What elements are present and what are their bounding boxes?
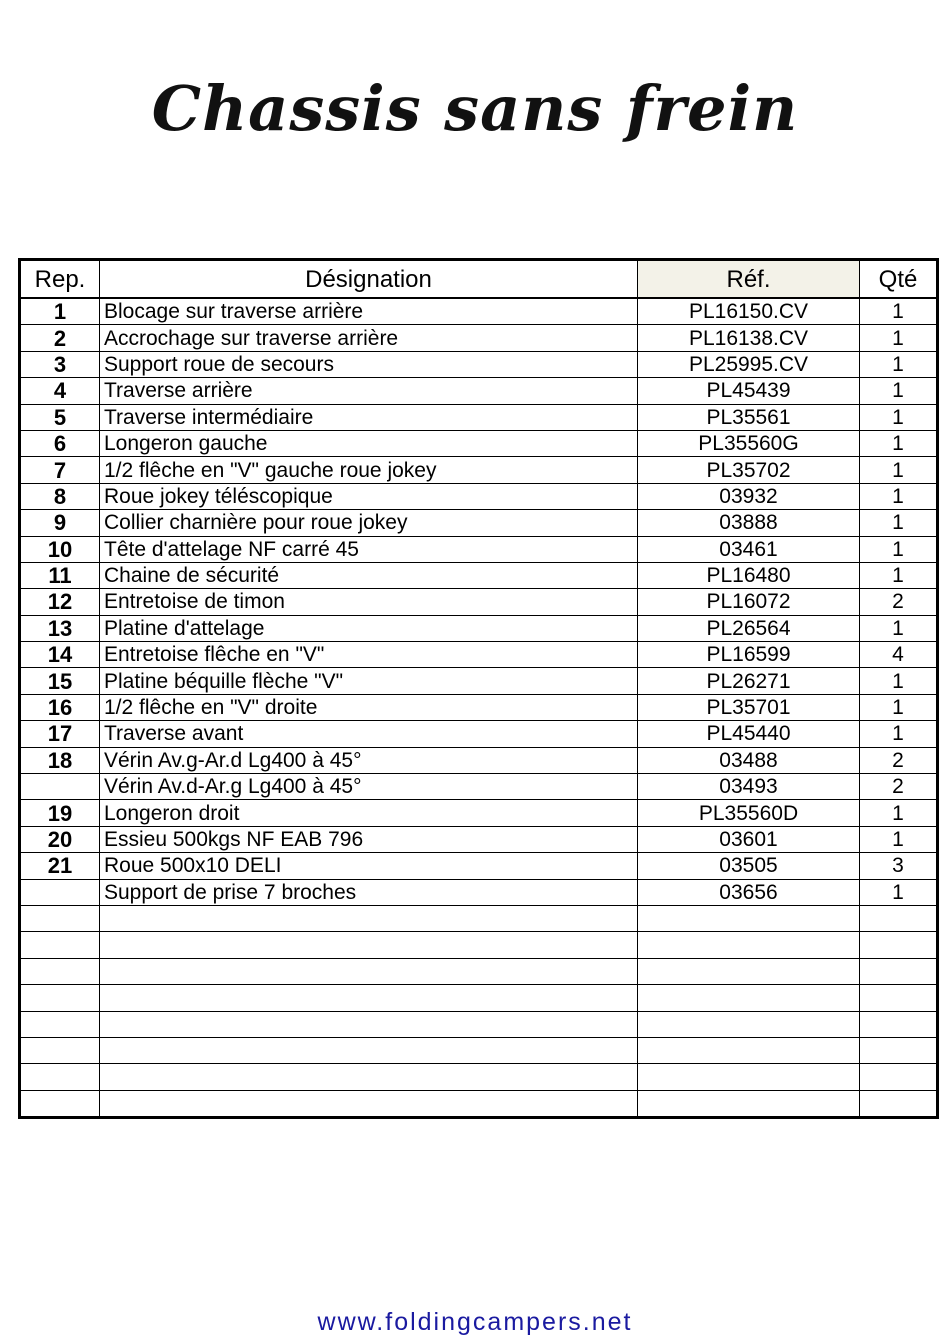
table-row xyxy=(20,800,938,826)
ref-cell: PL35560G xyxy=(638,430,860,456)
ref-cell xyxy=(638,1037,860,1063)
designation-cell xyxy=(100,932,638,958)
table-row xyxy=(20,747,938,773)
ref-cell: PL26564 xyxy=(638,615,860,641)
table-row xyxy=(20,774,938,800)
designation-cell: Entretoise flêche en "V" xyxy=(100,642,638,668)
qty-cell: 1 xyxy=(860,510,938,536)
qty-cell: 1 xyxy=(860,457,938,483)
ref-cell: PL25995.CV xyxy=(638,351,860,377)
designation-cell: Blocage sur traverse arrière xyxy=(100,298,638,325)
rep-cell: 2 xyxy=(20,325,100,351)
qty-cell: 1 xyxy=(860,298,938,325)
header-designation: Désignation xyxy=(100,260,638,299)
table-row xyxy=(20,615,938,641)
ref-cell: PL26271 xyxy=(638,668,860,694)
designation-cell xyxy=(100,905,638,931)
designation-cell: Roue jokey téléscopique xyxy=(100,483,638,509)
designation-cell: Longeron droit xyxy=(100,800,638,826)
qty-cell xyxy=(860,905,938,931)
designation-cell: Longeron gauche xyxy=(100,430,638,456)
rep-cell xyxy=(20,1064,100,1090)
designation-cell: Platine d'attelage xyxy=(100,615,638,641)
designation-cell: Roue 500x10 DELI xyxy=(100,853,638,879)
table-row xyxy=(20,483,938,509)
rep-cell xyxy=(20,879,100,905)
designation-cell: 1/2 flêche en "V" gauche roue jokey xyxy=(100,457,638,483)
designation-cell: Accrochage sur traverse arrière xyxy=(100,325,638,351)
rep-cell: 12 xyxy=(20,589,100,615)
qty-cell: 1 xyxy=(860,668,938,694)
ref-cell xyxy=(638,985,860,1011)
ref-cell: PL16599 xyxy=(638,642,860,668)
ref-cell: 03601 xyxy=(638,826,860,852)
designation-cell: Chaine de sécurité xyxy=(100,562,638,588)
rep-cell xyxy=(20,958,100,984)
qty-cell: 1 xyxy=(860,879,938,905)
header-qty: Qté xyxy=(860,260,938,299)
rep-cell: 1 xyxy=(20,298,100,325)
designation-cell xyxy=(100,1090,638,1117)
qty-cell: 1 xyxy=(860,694,938,720)
header-ref: Réf. xyxy=(638,260,860,299)
rep-cell: 10 xyxy=(20,536,100,562)
ref-cell xyxy=(638,932,860,958)
ref-cell: 03505 xyxy=(638,853,860,879)
ref-cell: 03888 xyxy=(638,510,860,536)
table-row xyxy=(20,589,938,615)
ref-cell: 03488 xyxy=(638,747,860,773)
designation-cell: Traverse arrière xyxy=(100,378,638,404)
table-row xyxy=(20,1037,938,1063)
table-row xyxy=(20,905,938,931)
table-row xyxy=(20,404,938,430)
rep-cell: 17 xyxy=(20,721,100,747)
parts-table xyxy=(18,258,939,1119)
table-row xyxy=(20,642,938,668)
designation-cell: Platine béquille flèche "V" xyxy=(100,668,638,694)
designation-cell xyxy=(100,985,638,1011)
ref-cell xyxy=(638,905,860,931)
designation-cell xyxy=(100,1011,638,1037)
qty-cell: 4 xyxy=(860,642,938,668)
rep-cell: 4 xyxy=(20,378,100,404)
rep-cell: 21 xyxy=(20,853,100,879)
qty-cell: 1 xyxy=(860,483,938,509)
qty-cell: 1 xyxy=(860,378,938,404)
table-row xyxy=(20,1064,938,1090)
rep-cell: 16 xyxy=(20,694,100,720)
qty-cell xyxy=(860,1037,938,1063)
table-row xyxy=(20,351,938,377)
ref-cell: PL16480 xyxy=(638,562,860,588)
designation-cell: Support roue de secours xyxy=(100,351,638,377)
table-row xyxy=(20,325,938,351)
designation-cell: Collier charnière pour roue jokey xyxy=(100,510,638,536)
designation-cell xyxy=(100,958,638,984)
rep-cell xyxy=(20,905,100,931)
ref-cell: PL16150.CV xyxy=(638,298,860,325)
rep-cell xyxy=(20,1011,100,1037)
rep-cell xyxy=(20,932,100,958)
designation-cell: 1/2 flêche en "V" droite xyxy=(100,694,638,720)
table-row xyxy=(20,510,938,536)
rep-cell: 14 xyxy=(20,642,100,668)
ref-cell: PL35702 xyxy=(638,457,860,483)
ref-cell: 03656 xyxy=(638,879,860,905)
ref-cell: 03493 xyxy=(638,774,860,800)
table-row xyxy=(20,932,938,958)
table-row xyxy=(20,721,938,747)
designation-cell xyxy=(100,1037,638,1063)
ref-cell: PL16138.CV xyxy=(638,325,860,351)
qty-cell: 1 xyxy=(860,325,938,351)
qty-cell: 1 xyxy=(860,351,938,377)
ref-cell: 03461 xyxy=(638,536,860,562)
rep-cell xyxy=(20,1037,100,1063)
table-row xyxy=(20,1090,938,1117)
ref-cell xyxy=(638,1064,860,1090)
designation-cell: Support de prise 7 broches xyxy=(100,879,638,905)
rep-cell: 15 xyxy=(20,668,100,694)
qty-cell: 1 xyxy=(860,536,938,562)
qty-cell: 1 xyxy=(860,721,938,747)
ref-cell xyxy=(638,958,860,984)
rep-cell: 8 xyxy=(20,483,100,509)
designation-cell: Entretoise de timon xyxy=(100,589,638,615)
rep-cell: 5 xyxy=(20,404,100,430)
ref-cell: PL16072 xyxy=(638,589,860,615)
ref-cell: PL45440 xyxy=(638,721,860,747)
qty-cell xyxy=(860,1011,938,1037)
designation-cell: Vérin Av.g-Ar.d Lg400 à 45° xyxy=(100,747,638,773)
qty-cell: 1 xyxy=(860,615,938,641)
rep-cell xyxy=(20,1090,100,1117)
qty-cell: 1 xyxy=(860,826,938,852)
rep-cell: 9 xyxy=(20,510,100,536)
table-row xyxy=(20,826,938,852)
table-row xyxy=(20,562,938,588)
header-rep: Rep. xyxy=(20,260,100,299)
table-row xyxy=(20,853,938,879)
qty-cell: 3 xyxy=(860,853,938,879)
qty-cell: 2 xyxy=(860,589,938,615)
qty-cell xyxy=(860,1090,938,1117)
rep-cell: 7 xyxy=(20,457,100,483)
qty-cell: 2 xyxy=(860,774,938,800)
qty-cell xyxy=(860,1064,938,1090)
rep-cell: 20 xyxy=(20,826,100,852)
rep-cell xyxy=(20,774,100,800)
qty-cell: 1 xyxy=(860,562,938,588)
table-row xyxy=(20,694,938,720)
qty-cell xyxy=(860,958,938,984)
qty-cell: 1 xyxy=(860,404,938,430)
rep-cell: 3 xyxy=(20,351,100,377)
qty-cell xyxy=(860,985,938,1011)
page-title: Chassis sans frein xyxy=(151,72,799,145)
ref-cell: 03932 xyxy=(638,483,860,509)
table-row xyxy=(20,457,938,483)
table-row xyxy=(20,536,938,562)
designation-cell: Tête d'attelage NF carré 45 xyxy=(100,536,638,562)
designation-cell: Traverse avant xyxy=(100,721,638,747)
table-row xyxy=(20,378,938,404)
ref-cell xyxy=(638,1011,860,1037)
designation-cell: Vérin Av.d-Ar.g Lg400 à 45° xyxy=(100,774,638,800)
table-row xyxy=(20,1011,938,1037)
footer-website: www.foldingcampers.net xyxy=(317,1308,633,1336)
rep-cell: 18 xyxy=(20,747,100,773)
ref-cell: PL35561 xyxy=(638,404,860,430)
rep-cell: 13 xyxy=(20,615,100,641)
ref-cell: PL35701 xyxy=(638,694,860,720)
table-row xyxy=(20,430,938,456)
designation-cell: Essieu 500kgs NF EAB 796 xyxy=(100,826,638,852)
ref-cell: PL35560D xyxy=(638,800,860,826)
table-row xyxy=(20,958,938,984)
table-row xyxy=(20,879,938,905)
qty-cell: 2 xyxy=(860,747,938,773)
rep-cell xyxy=(20,985,100,1011)
table-body xyxy=(20,298,938,1118)
qty-cell: 1 xyxy=(860,800,938,826)
designation-cell xyxy=(100,1064,638,1090)
designation-cell: Traverse intermédiaire xyxy=(100,404,638,430)
table-row xyxy=(20,298,938,325)
rep-cell: 11 xyxy=(20,562,100,588)
qty-cell: 1 xyxy=(860,430,938,456)
ref-cell: PL45439 xyxy=(638,378,860,404)
table-row xyxy=(20,985,938,1011)
qty-cell xyxy=(860,932,938,958)
table-row xyxy=(20,668,938,694)
rep-cell: 19 xyxy=(20,800,100,826)
ref-cell xyxy=(638,1090,860,1117)
rep-cell: 6 xyxy=(20,430,100,456)
table-header-row xyxy=(20,260,938,299)
